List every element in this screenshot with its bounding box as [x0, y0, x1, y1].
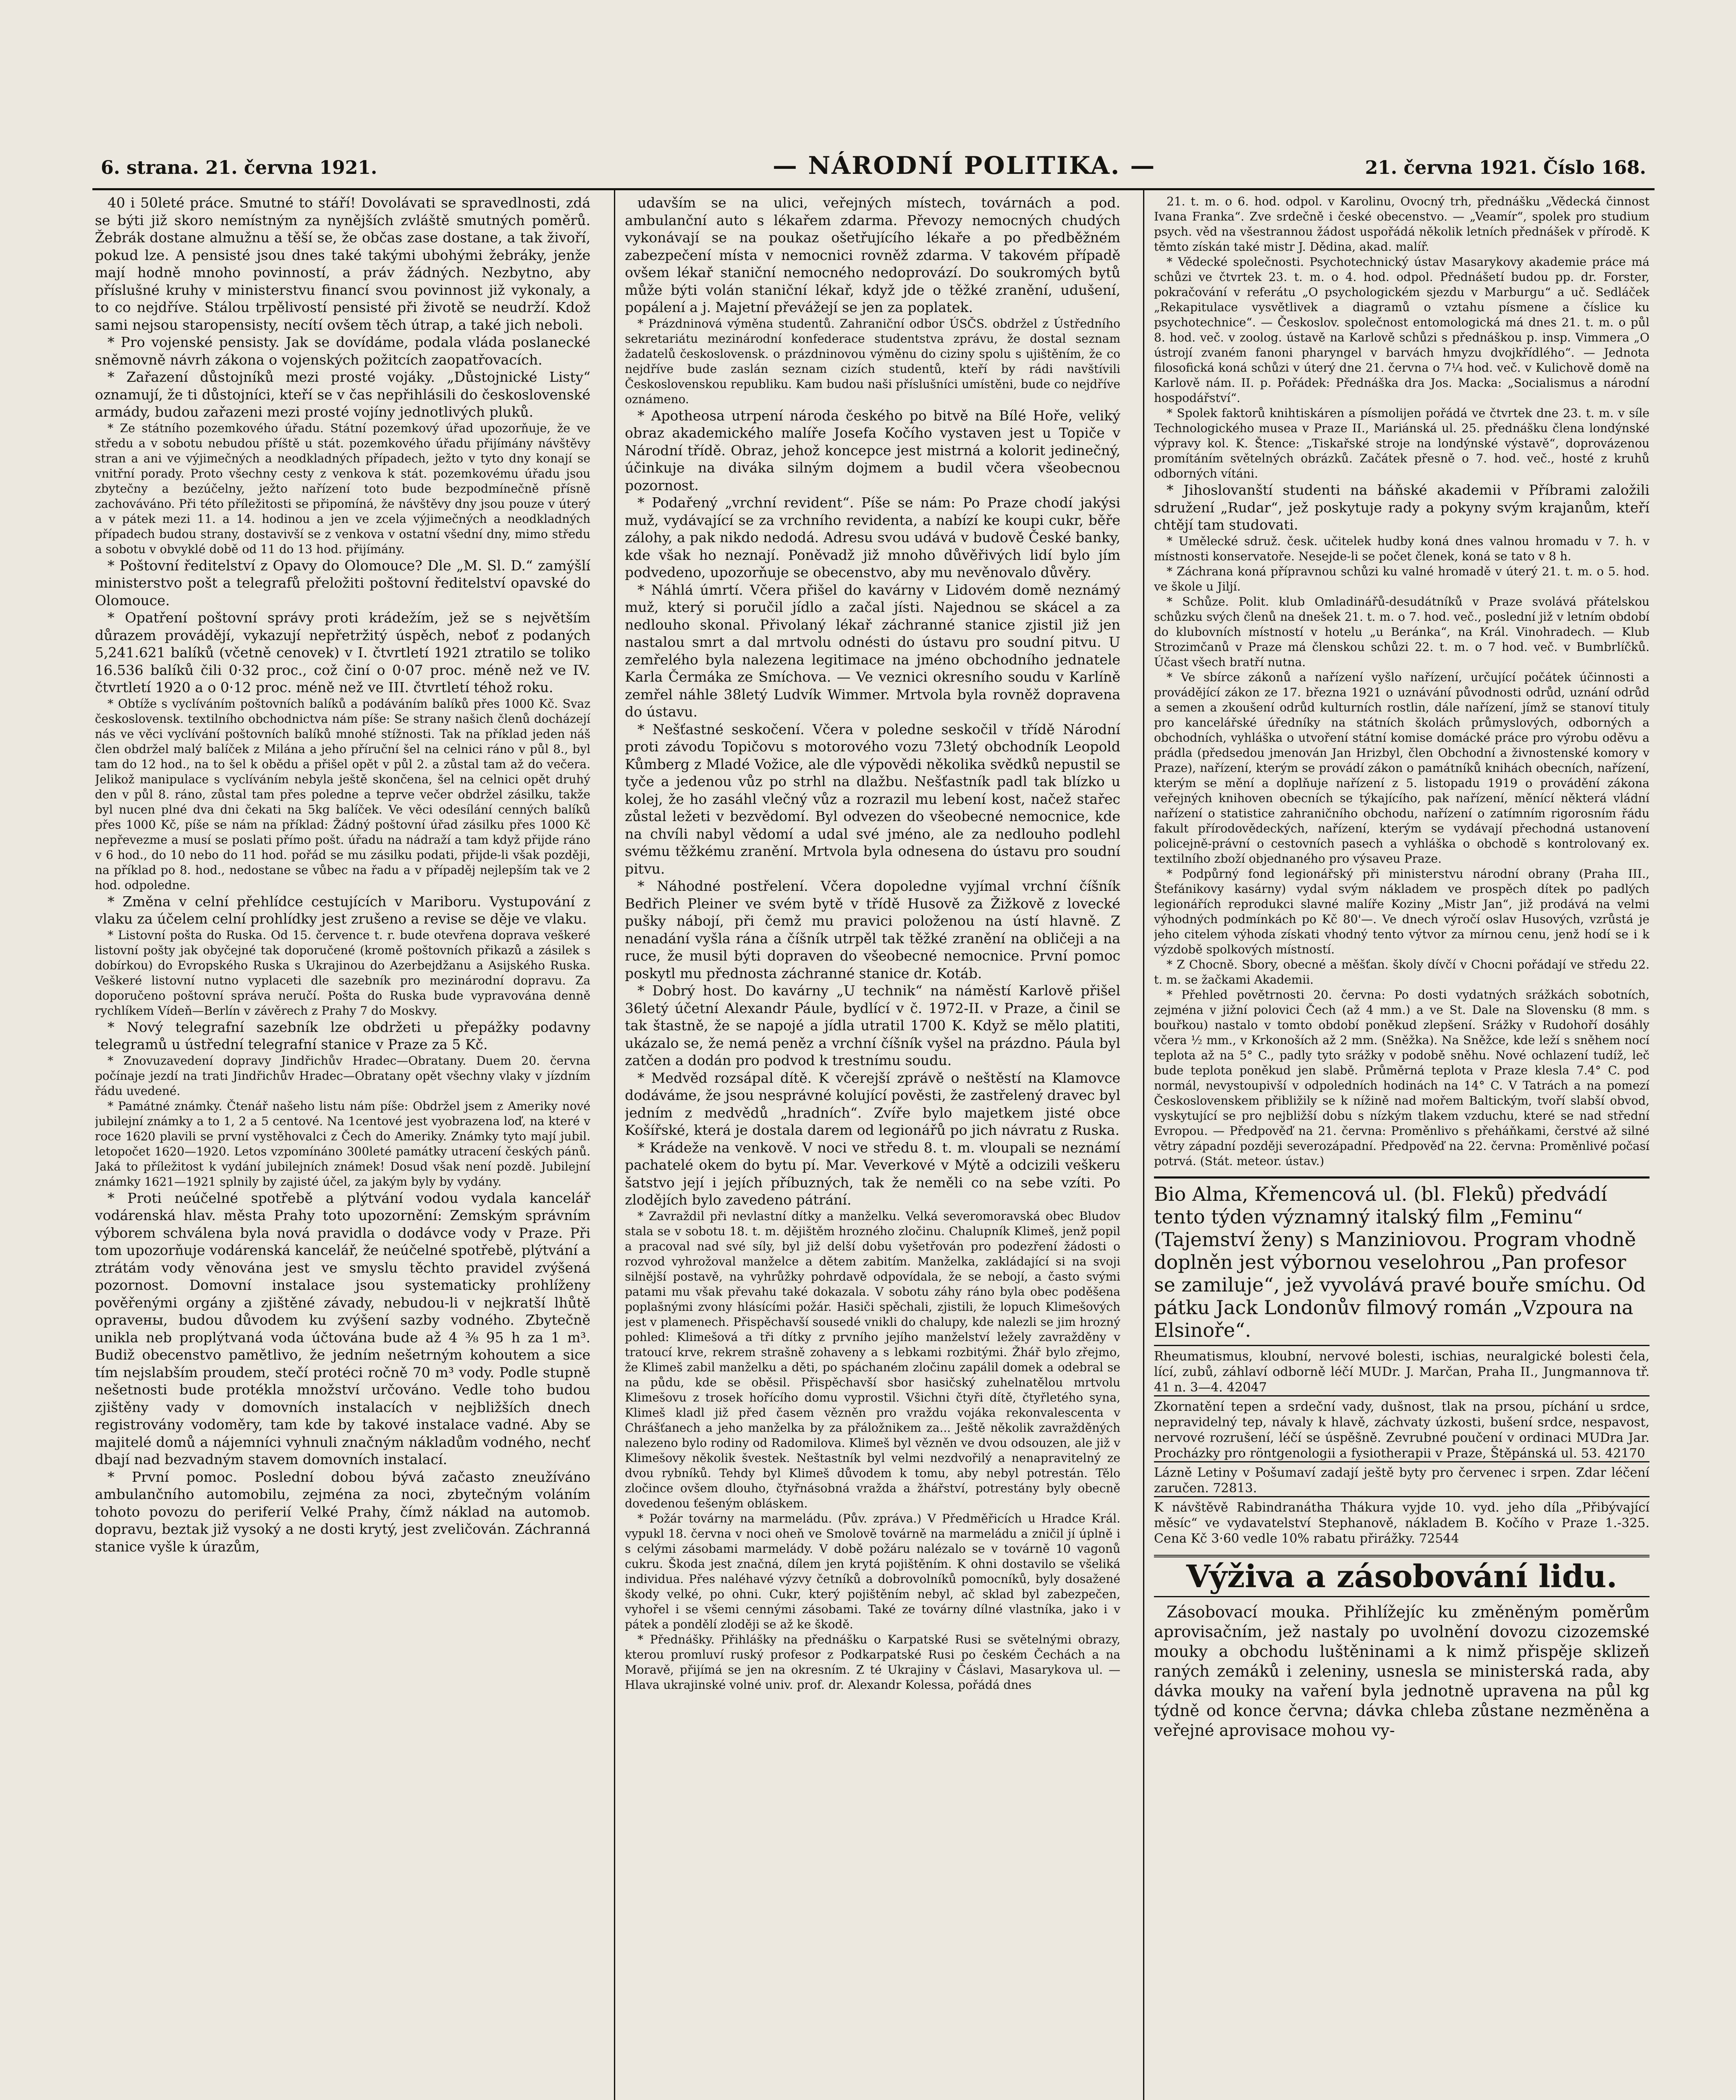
article-paragraph: * Změna v celní přehlídce cestujících v Mariboru. Vystupování z vlaku za účelem celní prohlídky jest zrušeno a revise se děje ve vlaku.	[95, 893, 590, 927]
article-paragraph: * Požár továrny na marmeládu. (Pův. zpráva.) V Předměřicích u Hradce Král. vypukl 18. června v noci oheň ve Smolově továrně na marmeládu a zničil jí úplně i s celými zásobami marmelády. V době požáru nalézalo se v továrně 10 vagonů cukru. Škoda jest značná, dílem jen krytá pojištěním. K ohni dostavilo se všeliká individua. Přes naléhavé výzvy četníků a dobrovolníků pomocníků, byly dosažené škody velké, po ohni. Cukr, který pojištěním nebyl, ač sklad byl zabezpečen, vyhořel i se všemi cennými zásobami. Také ze továrny dílné vlastníka, jako i v pátek a pondělí zloději se až ke škodě.	[625, 1511, 1120, 1631]
header-date-issue: 21. června 1921. Číslo 168.	[1365, 157, 1646, 178]
masthead-title: — NÁRODNÍ POLITIKA. —	[773, 151, 1156, 180]
classified-ad: Rheumatismus, kloubní, nervové bolesti, ischias, neuralgické bolesti čela, lící, zubů, záhlaví odborně léčí MUDr. J. Marčan, Praha II., Jungmannova tř. 41 n. 3—4. 42047	[1154, 1349, 1649, 1395]
article-paragraph: * Podařený „vrchní revident“. Píše se nám: Po Praze chodí jakýsi muž, vydávající se za vrchního revidenta, a nabízí ke koupi cukr, běře zálohy, a pak nikdo nedodá. Adresu svou udává v budově České banky, kde však ho neznají. Poněvadž již mnoho důvěřivých lidí bylo jím podvedeno, upozorňuje se obecenstvo, aby mu nevěnovalo důvěry.	[625, 494, 1120, 580]
article-paragraph: * Spolek faktorů knihtiskáren a písmolijen pořádá ve čtvrtek dne 23. t. m. v síle Technologického musea v Praze II., Mariánská ul. 25. přednášku člena londýnské výpravy kol. K. Štence: „Tiskařské stroje na londýnské výstavě“, doprovázenou promítáním světelných obrázků. Začátek přesně o 7. hod. več., hosté z kruhů odborných vítáni.	[1154, 406, 1649, 480]
article-paragraph: * Náhodné postřelení. Včera dopoledne vyjímal vrchní číšník Bedřich Pleiner ve svém bytě v třídě Husově za Žižkově z lovecké pušky nábojí, při čemž mu pravici položenou na ústí hlavně. Z nenadání vyšla rána a číšník utrpěl tak těžké zranění na obličeji a na ruce, že musil býti dopraven do všeobecné nemocnice. První pomoc poskytl mu přednosta záchranné stanice dr. Kotáb.	[625, 878, 1120, 982]
article-paragraph: * Vědecké společnosti. Psychotechnický ústav Masarykovy akademie práce má schůzi ve čtvrtek 23. t. m. o 4. hod. odpol. Přednášetí budou pp. dr. Forster, pokračování v referátu „O psychologickém sjezdu v Marburgu“ a uč. Sedláček „Rekapitulace vysvětlivek a diagramů o vztahu písmene a číslice ku psychotechnice“. — Českoslov. společnost entomologická má dnes 21. t. m. o půl 8. hod. več. v zoolog. ústavě na Karlově schůzi s přednáškou p. insp. Vimmera „O ústrojí zvaném fanoni pharyngel v barvách hmyzu dvojkřídlého“. — Jednota filosofická koná schůzi v úterý dne 21. června o 7¼ hod. več. v Kulichově domě na Karlově nám. II. p. Pořádek: Přednáška dra Jos. Macka: „Socialismus a národní hospodářství“.	[1154, 255, 1649, 405]
article-paragraph: * Proti neúčelné spotřebě a plýtvání vodou vydala kancelář vodárenská hlav. města Prahy toto upozornění: Zemským správním výborem schválena byla nová pravidla o dodávce vody v Praze. Při tom upozorňuje vodárenská kancelář, že neúčelné spotřebě, plýtvání a ztrátám vody věnována jest ve smyslu těchto pravidel zvýšená pozornost. Domovní instalace jsou systematicky prohlíženy pověřenými orgány a zjištěné závady, nebudou-li v nejkratší lhůtě opravены, budou důvodem ku zvýšení sazby vodného. Zbytečně unikla neb proplýtvaná voda účtována bude až 4 ⅜ 95 h za 1 m³. Budiž obecenstvo pamětlivo, že jedním nešetrným kohoutem a sice tím nejslabším proudem, stečí protéci ročně 70 m³ vody. Podle stupně nešetnosti bude protékla množství určováno. Vedle toho budou zjištěny vady v domovních instalacích v nejbližších dnech registrovány vodoměry, tam kde by takové instalace vadné. Aby se majitelé domů a nájemníci vyhnuli značným nákladům vodného, nechť dbají nad bezvadným stavem domovních instalací.	[95, 1189, 590, 1467]
column-divider	[1143, 189, 1144, 2100]
header-page-date: 6. strana. 21. června 1921.	[101, 157, 378, 178]
article-paragraph: * Prázdninová výměna studentů. Zahraniční odbor ÚSČS. obdržel z Ústředního sekretariátu mezinárodní konfederace studentstva zprávu, že dostal seznam žadatelů československ. o prázdninovou výměnu do ciziny spolu s ujištěním, že co nejdříve bude zaslán seznam cizích studentů, kteří by rádi navštívili Československou republiku. Kam budou naši příslušníci umístěni, bude co nejdříve oznámeno.	[625, 316, 1120, 406]
classified-ads	[1154, 1345, 1649, 1546]
article-paragraph: * Nešťastné seskočení. Včera v poledne seskočil v třídě Národní proti závodu Topičovu s motorového vozu 73letý obchodník Leopold Kůmberg z Mladé Vožice, ale dle výpovědi několika svědků nepustil se tyče a jedenou vůz po strhl na dlažbu. Nešťastník padl tak blízko u kolej, že ho zasáhl vlečný vůz a rozrazil mu lebení kost, načež stařec zůstal ležeti v bezvědomí. Byl odvezen do všeobecné nemocnice, kde na chvíli nabyl vědomí a udal své jméno, ale za nedlouho podlehl svému těžkému zranění. Mrtvola byla odnesena do ústavu pro soudní pitvu.	[625, 721, 1120, 877]
article-paragraph: * Přehled povětrnosti 20. června: Po dosti vydatných srážkách sobotních, zejména v jižní polovici Čech (až 4 mm.) a ve St. Dale na Slovensku (8 mm. s bouřkou) nastalo v tomto období poněkud zlepšení. Srážky v Rudohoří dosáhly včera ½ mm., v Krkonoších až 2 mm. (Sněžka). Na Sněžce, kde leží s sněhem nocí teplota až na 5° C., padly tyto srážky v podobě sněhu. Nové ochlazení tudíž, leč bude teplota poněkud jen slabě. Průměrná teplota v Praze klesla 7.4° C. pod normál, nevystoupivší v odpoledních hodinách na 14° C. V Tatrách a na pomezí Československem přibližily se k nížině nad mořem Baltickým, tvoří slabší obvod, vyskytující se pro nejbližší dobu s nízkým tlakem vzduchu, které se nad střední Evropou. — Předpověď na 21. června: Proměnlivo s přeháňkami, čerstvé až silné větry západní později severozápadní. Předpověď na 22. června: Proměnlivé počasí potrvá. (Stát. meteor. ústav.)	[1154, 987, 1649, 1168]
article-paragraph: * Náhlá úmrtí. Včera přišel do kavárny v Lidovém domě neznámý muž, který si poručil jídlo a začal jísti. Najednou se skácel a za nedlouho skonal. Přivolaný lékař záchranné stanice zjistil již jen nastalou smrt a dal mrtvolu odnésti do ústavu pro soudní pitvu. U zemřelého byla nalezena legitimace na jméno obchodního jednatele Karla Čermáka ze Smíchova. — Ve veznici okresního soudu v Karlíně zemřel náhle 38letý Ludvík Wimmer. Mrtvola byla rovněž dopravena do ústavu.	[625, 581, 1120, 720]
article-paragraph: * Ve sbírce zákonů a nařízení vyšlo nařízení, určující počátek účinnosti a provádějící zákon ze 17. března 1921 o uznávání původnosti odrůd, uznání odrůd a semen a zkoušení odrůd kulturních rostlin, dále nařízení, jímž se stanoví tituly pro kancelářské úředníky na státních školách průmyslových, odborných a obchodních, vyhláška o utvoření státní komise domácké práce pro výrobu oděvu a prádla (předsedou jmenován Jan Hrizbyl, člen Obchodní a živnostenské komory v Praze), nařízení, kterým se provádí zákon o památníků knihách obecních, nařízení, kterým se mění a doplňuje nařízení z 5. listopadu 1919 o provádění zákona veřejných knihoven obecních se týkajícího, pak nařízení, měnící některá vládní nařízení o statistice zahraničního obchodu, nařízení o zatímním rigorosním řádu fakult přírodovědeckých, nařízení, kterým se vydávají přechodná ustanovení policejně-právní o cestovních pasech a vyhláška o obchodě s kontrolovaný ex. textilního zboží objednaného pro výsaveu Praze.	[1154, 670, 1649, 866]
article-paragraph: * Z Chocně. Sbory, obecné a měšťan. školy dívčí v Chocni pořádají ve středu 22. t. m. se žačkami Akademii.	[1154, 957, 1649, 987]
article-paragraph: * Nový telegrafní sazebník lze obdržeti u přepážky podavny telegramů u ústřední telegrafní stanice v Praze za 5 Kč.	[95, 1018, 590, 1053]
article-paragraph: * Ze státního pozemkového úřadu. Státní pozemkový úřad upozorňuje, že ve středu a v sobotu nebudou příště u stát. pozemkového úřadu přijímány návštěvy stran a ani ve výjimečných a neodkladných případech, ježto v tyto dny konají se vnitřní porady. Proto všechny cesty z venkova k stát. pozemkovému úřadu jsou zbytečny a bezúčelny, ježto nařízení toto bude bezpodmínečně přísně zachováváno. Při této příležitosti se připomíná, že návštěvy dny jsou pouze v úterý a v pátek mezi 11. a 14. hodinou a jen ve zcela výjimečných a neodkladných případech budou strany, dostavivší se z venkova v ostatní všední dny, mimo středu a sobotu v obvyklé době od 11 do 13 hod. přijímány.	[95, 421, 590, 556]
classified-ad: K návštěvě Rabindranátha Thákura vyjde 10. vyd. jeho díla „Přibývající měsíc“ ve vydavatelství Stephanově, nákladem B. Kočího v Praze 1.-325. Cena Kč 3·60 vedle 10% rabatu přirážky. 72544	[1154, 1496, 1649, 1546]
article-paragraph: * Listovní pošta do Ruska. Od 15. července t. r. bude otevřena doprava veškeré listovní pošty jak obyčejné tak doporučené (kromě poštovních přikazů a zásilek s dobírkou) do Evropského Ruska s Ukrajinou do Azerbejdžanu a Asijského Ruska. Veškeré listovní nutno vyplaceti dle sazebník pro mezinárodní dopravu. Za doporučeno poštovní správa neručí. Pošta do Ruska bude vypravována denně rychlíkem Vídeň—Berlín v závěrech z Prahy 7 do Moskvy.	[95, 928, 590, 1018]
article-paragraph: * Záchrana koná přípravnou schůzi ku valné hromadě v úterý 21. t. m. o 5. hod. ve škole u Jiljí.	[1154, 564, 1649, 593]
header-rule	[92, 188, 1655, 190]
column-3	[1154, 194, 1649, 2100]
article-paragraph: * Medvěd rozsápal dítě. K včerejší zprávě o neštěstí na Klamovce dodáváme, že jsou nesprávné kolující pověsti, že zastřelený dravec byl jedním z medvědů „hradních“. Zvíře bylo majetkem jisté obce Košířské, která je dostala darem od legionářů po jich návratu z Ruska.	[625, 1069, 1120, 1138]
article-paragraph: 40 i 50leté práce. Smutné to stáří! Dovolávati se spravedlnosti, zdá se býti již skoro nemístným za nynějších zvláště smutných poměrů. Žebrák dostane almužnu a těší se, že občas zase dostane, a tak živoří, pokud lze. A pensisté jsou dnes také takými ubohými žebráky, jenže mají hodně mnoho povinností, a práv žádných. Nezbytno, aby příslušné kruhy v ministerstvu financí svou povinnost již vykonaly, a to co nejdříve. Stálou trpělivostí pensisté při životě se neudrží. Kdož sami nejsou staropensisty, necítí ovšem těch útrap, a také jich neboli.	[95, 194, 590, 333]
article-paragraph: * Znovuzavedení dopravy Jindřichův Hradec—Obratany. Duem 20. června počínaje jezdí na trati Jindřichův Hradec—Obratany opět všechny vlaky v jízdním řádu uvedené.	[95, 1053, 590, 1098]
page-header	[101, 151, 1646, 185]
article-paragraph: * Schůze. Polit. klub Omladinářů-desudátníků v Praze svolává přátelskou schůzku svých členů na dnešek 21. t. m. o 7. hod. več., poslední již v letním období do klubovních místností v hotelu „u Beránka“, na Král. Vinohradech. — Klub Strozimčanů v Praze má členskou schůzi 22. t. m. o 7 hod. več. v Bumbrlíčků. Účast všech bratří nutna.	[1154, 594, 1649, 669]
article-paragraph: * První pomoc. Poslední dobou bývá začasto zneužíváno ambulančního automobilu, zejména za noci, zbytečným voláním tohoto povozu do periferií Velké Prahy, čímž náklad na automob. dopravu, beztak již vysoký a ne dosti krytý, jest zveličován. Záchranná stanice vyšle k úrazům,	[95, 1468, 590, 1555]
article-paragraph: * Jihoslovanští studenti na báňské akademii v Příbrami založili sdružení „Rudar“, jež poskytuje rady a pokyny svým krajanům, kteří chtějí tam studovati.	[1154, 482, 1649, 533]
article-paragraph: Zásobovací mouka. Přihlížejíc ku změněným poměrům aprovisačním, jež nastaly po uvolnění dovozu cizozemské mouky a obchodu luštěninami a k nimž přispěje sklizeň raných zemáků i zeleniny, usnesla se ministerská rada, aby dávka mouky na vaření byla jednotně upravena na půl kg týdně od konce června; dávka chleba zůstane nezměněna a veřejné aprovisace mohou vy-	[1154, 1602, 1649, 1740]
article-paragraph: * Poštovní ředitelství z Opavy do Olomouce? Dle „M. Sl. D.“ zamýšlí ministerstvo pošt a telegrafů přeložiti poštovní ředitelství opavské do Olomouce.	[95, 557, 590, 609]
article-paragraph: * Dobrý host. Do kavárny „U technik“ na náměstí Karlově přišel 36letý účetní Alexandr Páule, bydlící v č. 1972-II. v Praze, a činil se tak štastně, že se napojé a jídla utratil 1700 K. Když se mělo platiti, ukázalo se, že nemá peněz a vrchní číšník vyšel na prázdno. Páula byl zatčen a dodán pro podvod k trestnímu soudu.	[625, 982, 1120, 1068]
article-paragraph: * Apotheosa utrpení národa českého po bitvě na Bílé Hoře, veliký obraz akademického malíře Josefa Kočího vystaven jest u Topiče v Národní třídě. Obraz, jehož koncepce jest mistrná a kolorit jedinečný, účinkuje na diváka silným dojmem a budil včera všeobecnou pozornost.	[625, 407, 1120, 494]
cinema-advertisement	[1154, 1176, 1649, 1341]
article-paragraph: * Obtíže s vyclíváním poštovních balíků a podáváním balíků přes 1000 Kč. Svaz československ. textilního obchodnictva nám píše: Se strany našich členů docházejí nás ve věci vyclívání poštovních balíků mnohé stížnosti. Tak na příklad jeden náš člen obdržel malý balíček z Milána a jeho příruční šel na celnici ráno v půl 8., byl tam do 12 hod., na to šel k obědu a přišel opět v půl 2. a zůstal tam až do večera. Jelikož manipulace s vyclíváním nebyla ještě skončena, šel na celnici opět druhý den v půl 8. ráno, zůstal tam přes poledne a teprve večer obdržel zásilku, takže byl nucen plné dva dni čekati na 5kg balíček. Ve věci odesílání cenných balíků přes 1000 Kč, píše se nám na příklad: Žádný poštovní úřad zásilku přes 1000 Kč nepřevezme a musí se poslati přímo pošt. úřadu na nádraží a tam když přijde ráno v 6 hod., do 10 nebo do 11 hod. pořád se mu zásilku podati, přijde-li však později, na příklad po 8. hod., nedostane se vůbec na řadu a v případěj nejlepším tak ve 2 hod. odpoledne.	[95, 696, 590, 892]
article-paragraph: * Krádeže na venkově. V noci ve středu 8. t. m. vloupali se neznámí pachatelé okem do bytu pí. Mar. Veverkové v Mýtě a odcizili veškeru šatstvo její i jejích příbuzných, tak že neměli co na sebe vzíti. Po zlodějích bylo zavedeno pátrání.	[625, 1139, 1120, 1208]
article-paragraph: * Přednášky. Přihlášky na přednášku o Karpatské Rusi se světelnými obrazy, kterou promluví ruský profesor z Podkarpatské Rusi po českém Čechách a na Moravě, přijímá se jen na okresním. Z té Ukrajiny v Čáslavi, Masarykova ul. — Hlava ukrajinské volné univ. prof. dr. Alexandr Kolessa, pořádá dnes	[625, 1632, 1120, 1692]
article-paragraph: * Opatření poštovní správy proti krádežím, jež se s největším důrazem provádějí, vykazují nepřetržitý úspěch, neboť z podaných 5,241.621 balíků (včetně cenovek) v I. čtvrtletí 1921 ztratilo se toliko 16.536 balíků čili 0·32 proc., což činí o 0·07 proc. méně než ve IV. čtvrtletí 1920 a o 0·12 proc. méně než ve III. čtvrtletí téhož roku.	[95, 609, 590, 696]
article-paragraph: * Podpůrný fond legionářský při ministerstvu národní obrany (Praha III., Štefánikovy kasárny) vydal svým nákladem ve prospěch dítek po padlých legionářích reprodukci slavné malíře Koziny „Mistr Jan“, již prodává na velmi výhodných podmínkách po Kč 80'—. Ve dnech výročí oslav Husových, vzrůstá je jeho citelem výhoda získati vhodný tento výtvor za mírnou cenu, jenž hodí se i k výzdobě spolkových místností.	[1154, 866, 1649, 956]
column-divider	[614, 189, 615, 2100]
section-headline: Výživa a zásobování lidu.	[1154, 1555, 1649, 1597]
article-paragraph: udavším se na ulici, veřejných místech, továrnách a pod. ambulanční auto s lékařem zdarma. Převozy nemocných chudých vykonávají se na poukaz ošetřujícího lékaře a po předběžném zabezpečení místa v nemocnici rovněž zdarma. V takovém případě ovšem lékař staniční nemocného nedoprovází. Do soukromých bytů může býti volán staniční lékař, když jde o těžké zranění, udušení, popálení a j. Majetní převážejí se jen za poplatek.	[625, 194, 1120, 315]
article-paragraph: 21. t. m. o 6. hod. odpol. v Karolinu, Ovocný trh, přednášku „Vědecká činnost Ivana Franka“. Zve srdečně i české obecenstvo. — „Veamír“, spolek pro studium psych. věd na všestrannou žádost uspořádá několik letních přednášek v přírodě. K těmto získán také mistr J. Dědina, akad. malíř.	[1154, 194, 1649, 254]
article-paragraph: * Umělecké sdruž. česk. učitelek hudby koná dnes valnou hromadu v 7. h. v místnosti konservatoře. Nesejde-li se počet členek, koná se tato v 8 h.	[1154, 534, 1649, 563]
article-paragraph: * Památné známky. Čtenář našeho listu nám píše: Obdržel jsem z Ameriky nové jubilejní známky a to 1, 2 a 5 centové. Na 1centové jest vyobrazena loď, na které v roce 1620 plavili se první vystěhovalci z Čech do Ameriky. Známky tyto mají jubil. letopočet 1620—1920. Letos vzpomínáno 300leté památky utracení českých pánů. Jaká to příležitost k vydání jubilejních známek! Dosud však není pozdě. Jubilejní známky 1621—1921 splnily by zajisté účel, za jakým byly by vydány.	[95, 1099, 590, 1189]
article-paragraph: * Pro vojenské pensisty. Jak se dovídáme, podala vláda poslanecké sněmovně návrh zákona o vojenských požitcích zaopatřovacích.	[95, 334, 590, 368]
cinema-ad-text: Bio Alma, Křemencová ul. (bl. Fleků) předvádí tento týden významný italský film „Feminu“ (Tajemství ženy) s Manziniovou. Program vhodně doplněn jest výbornou veselohrou „Pan profesor se zamiluje“, jež vyvolává pravé bouře smíchu. Od pátku Jack Londonův filmový román „Vzpoura na Elsinoře“.	[1154, 1182, 1646, 1341]
article-paragraph: * Zařazení důstojníků mezi prosté vojáky. „Důstojnické Listy“ oznamují, že ti důstojníci, kteří se v čas nepřihlásili do československé armády, budou zařazeni mezi prosté vojíny jednotlivých pluků.	[95, 369, 590, 420]
article-paragraph: * Zavraždil při nevlastní dítky a manželku. Velká severomoravská obec Bludov stala se v sobotu 18. t. m. dějištěm hrozného zločinu. Chalupník Klimeš, jenž popil a pracoval nad své síly, byl již delší dobu vyšetřován pro podezření žádosti o rozvod vyhrožoval manželce a dětem zabitím. Manželka, zakládající si na svoji silnější postavě, na vyhrůžky pohrdavě odpovídala, že se nebojí, a často svými patami mu však převahu také dokazala. V sobotu záhy ráno byla obec poděšena poplašnými zvony hlásícími požár. Hasiči spěchali, zjistili, že lopuch Klimešových jest v plamenech. Přispěchavší sousedé vnikli do chalupy, kde nalezli se jim hrozný pohled: Klimešová a tři dítky z prvního jejího manželství ležely zavražděny v tratoucí krve, rekrem strašně zohaveny a s lebkami rozbitými. Žhář bylo zřejmo, že Klimeš zabil manželku a děti, po spáchaném zločinu zapálil domek a odebral se na půdu, kde se oběsil. Přispěchavší sbor hasičský zuhelnatělou mrtvolu Klimešovu z trosek hořícího domu vyprostil. Všichni čtyři dítě, čtyřletého syna, Klimeš kladl již před časem vězněn pro vraždu vojáka rekonvalescenta v Chrášťanech a jeho manželka by za přáložnikem za... Ještě několik zavražděných nalezeno bylo rodiny od Radomilova. Klimeš byl vězněn ve dvou odsouzen, ale již v Klimešovy několik švestek. Neštastník byl velmi nezdvořilý a nenapravitelný ze dvou rybníků. Tehdy byl Klimeš důvodem k tomu, aby nebyl potrestán. Tělo zločince ovšem dlouho, čtyřnásobná vražda a žhářství, potrestány byly obecně dovedenou ťešeným obláskem.	[625, 1209, 1120, 1510]
classified-ad: Lázně Letiny v Pošumaví zadají ještě byty pro červenec i srpen. Zdar léčení zaručen. 72813.	[1154, 1461, 1649, 1496]
classified-ad: Zkornatění tepen a srdeční vady, dušnost, tlak na prsou, píchání u srdce, nepravidelný tep, návaly k hlavě, záchvaty úzkosti, bušení srdce, nespavost, nervové rozrušení, léčí se úspěšně. Zevrubné poučení v ordinaci MUDra Jar. Procházky pro röntgenologii a fysiotherapii v Praze, Štěpánská ul. 53. 42170	[1154, 1395, 1649, 1461]
column-1	[95, 194, 590, 2100]
column-2	[625, 194, 1120, 2100]
